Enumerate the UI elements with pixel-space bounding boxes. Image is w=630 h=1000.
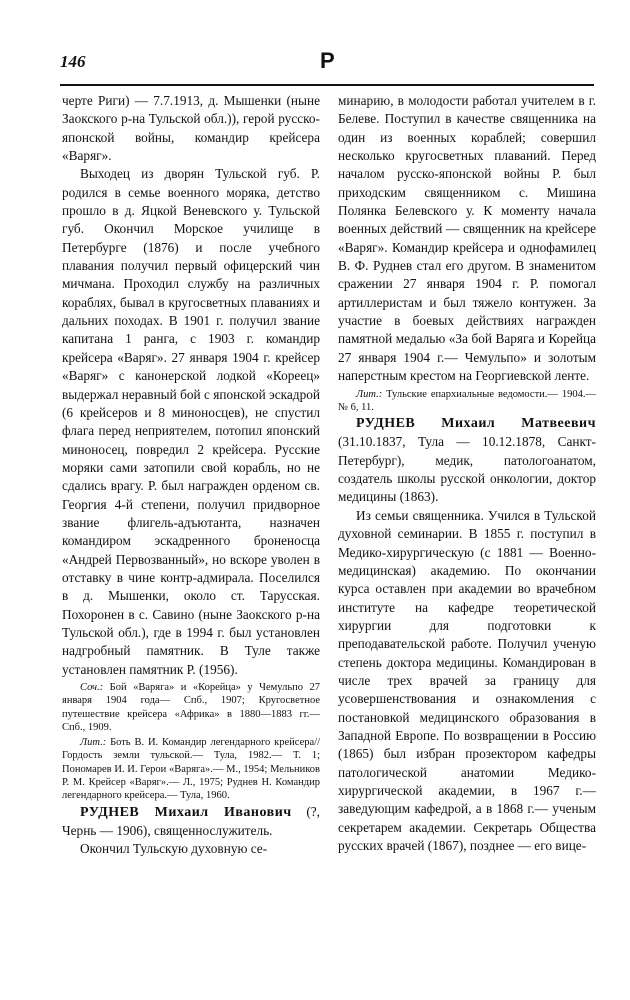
entry-heading — [62, 803, 320, 841]
literature-label: Лит.: — [80, 737, 107, 749]
literature-list — [62, 736, 320, 802]
works-text: Бой «Варяга» и «Корейца» у Чемульпо 27 января 1904 года— Спб., 1907; Кругосветное путешествие крейсера «Африка» в 1880—1883 гг.— Спб., 1909. — [62, 682, 320, 733]
entry-continuation: черте Риги) — 7.7.1913, д. Мышенки (ныне Заокского р-на Тульской обл.)), герой русско- японской войны, командир крейсера «Варяг». — [62, 93, 320, 164]
literature-label: Лит.: — [356, 388, 383, 400]
entry-body: Из семьи священника. Учился в Тульской духовной семинарии. В 1855 г. поступил в Медико-хирургическую (с 1881 — Военно-медицинская) академию. По окончании курса оставлен при академии во врачебном институте на кафедре теоретической хирургии для подготовки к преподавательской работе. Получил ученую степень доктора медицины. Командирован в числе трех врачей за границу для усовершенствования и ознакомления с постановкой медицинского образования в Западной Европе. По возвращении в Россию (1865) был избран прозектором кафедры патологической анатомии Медико-хирургической академии, в 1967 г.— заведующим кафедрой, а в 1868 г.— ученым секретарем академии. Секретарь Общества русских врачей (1867), позднее — его вице- — [338, 507, 596, 853]
section-letter: Р — [320, 48, 335, 73]
right-column — [338, 92, 596, 855]
page-number: 146 — [60, 52, 86, 71]
left-column — [62, 92, 320, 859]
entry-continuation: минарию, в молодости работал учителем в г. Белеве. Поступил в качестве священника на один из военных кораблей; совершил несколько кругосветных плаваний. Перед началом русско-японской войны Р. был приходским священником с. Мишина Полянка Белевского у. К моменту начала военных действий — священник на крейсере «Варяг». Командир крейсера и однофамилец В. Ф. Руднев стал его другом. В знаменитом сражении 27 января 1904 г. Р. помогал артиллеристам и был тяжело контужен. За участие в боевых действиях награжден памятной медалью «За бой Варяга и Корейца 27 января 1904 г.— Чемульпо» и золотым наперстным крестом на Георгиевской ленте. — [338, 93, 596, 384]
entry-name: РУДНЕВ Михаил Матвеевич — [356, 416, 596, 432]
entry-body: Окончил Тульскую духовную се- — [80, 841, 268, 857]
literature-list — [338, 388, 596, 415]
works-list — [62, 681, 320, 734]
entry-name: РУДНЕВ Михаил Иванович — [80, 804, 292, 820]
page-header — [60, 48, 594, 84]
literature-text: Боть В. И. Командир легендарного крейсера//Гордость земли тульской.— Тула, 1982.— Т. 1; Пономарев И. И. Герои «Варяга».— М., 1954; Мельников Р. М. Крейсер «Варяг».— Л., 1975; Руднев Н. Командир легендарного крейсера.— Тула, 1960. — [62, 737, 320, 802]
entry-body: Выходец из дворян Тульской губ. Р. родился в семье военного моряка, детство прошло в д. Яцкой Веневского у. Тульской губ. Окончил Морское училище в Петербурге (1876) и после учебного плавания получил первый офицерский чин мичмана. Проходил службу на различных кораблях, бывал в кругосветных плаваниях и дальних походах. В 1901 г. получил звание капитана 1 ранга, с 1903 г. командир крейсера «Варяг». 27 января 1904 г. крейсер «Варяг» с канонерской лодкой «Кореец» выдержал неравный бой с японской эскадрой (6 крейсеров и 8 миноносцев), не спустил флага перед неприятелем, потопил японский миноносец, повредил 2 крейсера. Русские моряки сами затопили свой корабль, но не сдались врагу. Р. был награжден орденом св. Георгия 4-й степени, получил придворное звание флигель-адъютанта, назначен командиром эскадренного броненосца «Андрей Первозванный», но вскоре уволен в отставку в чине контр-адмирала. Поселился в д. Мышенки, около ст. Тарусская. Похоронен в с. Савино (ныне Заокского р-на Тульской обл.), где в 1994 г. был установлен надгробный памятник. В Туле также установлен памятник Р. (1956). — [62, 166, 320, 677]
entry-dates: (31.10.1837, Тула — 10.12.1878, Санкт-Петербург), медик, патологоанатом, создатель школы русской онкологии, доктор медицины (1863). — [338, 434, 596, 505]
literature-text: Тульские епархиальные ведомости.— 1904.— № 6, 11. — [338, 388, 596, 413]
header-rule — [60, 84, 594, 86]
entry-dates: (?, Чернь — 1906), священнослужитель. — [62, 803, 320, 839]
entry-heading — [338, 414, 596, 507]
works-label: Соч.: — [80, 682, 104, 693]
